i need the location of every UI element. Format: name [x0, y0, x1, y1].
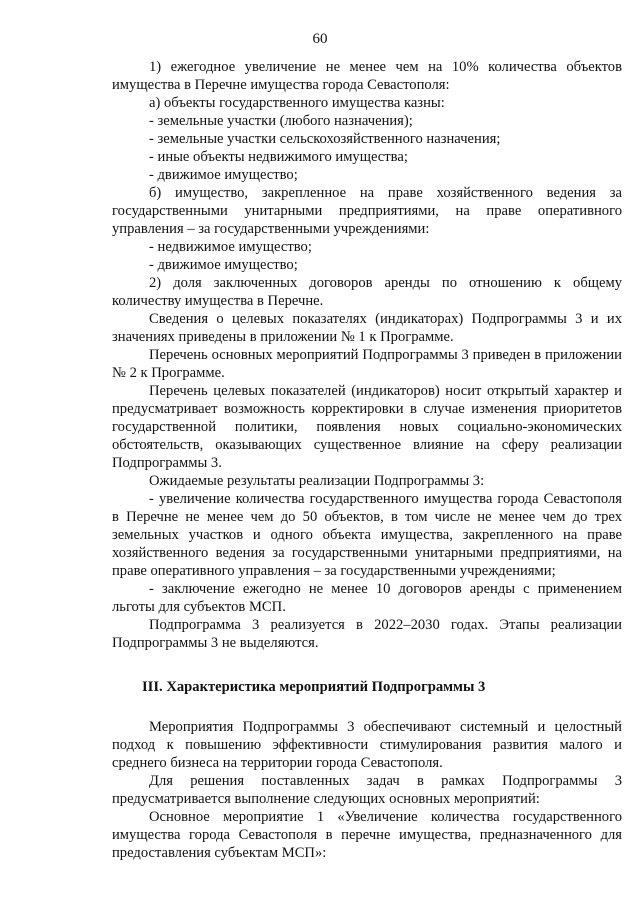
list-item: - заключение ежегодно не менее 10 договоров аренды с применением льготы для субъектов МСП.	[112, 581, 622, 615]
list-item: - земельные участки сельскохозяйственного назначения;	[149, 131, 501, 147]
paragraph: 2) доля заключенных договоров аренды по отношению к общему количеству имущества в Перечне.	[112, 275, 622, 309]
list-item: - движимое имущество;	[149, 257, 298, 273]
paragraph: Мероприятия Подпрограммы 3 обеспечивают системный и целостный подход к повышению эффективности стимулирования развития малого и среднего бизнеса на территории города Севастополя.	[112, 719, 622, 771]
list-item: а) объекты государственного имущества казны:	[149, 95, 445, 111]
paragraph: Подпрограмма 3 реализуется в 2022–2030 годах. Этапы реализации Подпрограммы 3 не выделяются.	[112, 617, 622, 651]
paragraph: Основное мероприятие 1 «Увеличение количества государственного имущества города Севастополя в перечне имущества, предназначенного для предоставления субъектам МСП»:	[112, 809, 622, 861]
paragraph: Сведения о целевых показателях (индикаторах) Подпрограммы 3 и их значениях приведены в приложении № 1 к Программе.	[112, 311, 622, 345]
list-item: - увеличение количества государственного имущества города Севастополя в Перечне не менее чем до 50 объектов, в том числе не менее чем до трех земельных участков и одного объекта имущества, закрепленного на праве хозяйственного ведения за государственными унитарными предприятиями, на праве оперативного управления – за государственными учреждениями;	[112, 491, 622, 579]
spacer	[112, 696, 622, 718]
paragraph: Для решения поставленных задач в рамках Подпрограммы 3 предусматривается выполнение следующих основных мероприятий:	[112, 773, 622, 807]
document-body	[112, 58, 622, 862]
section-title: III. Характеристика мероприятий Подпрограммы 3	[142, 679, 486, 695]
paragraph: Перечень основных мероприятий Подпрограммы 3 приведен в приложении № 2 к Программе.	[112, 347, 622, 381]
list-item: - земельные участки (любого назначения);	[149, 113, 413, 129]
page-number: 60	[312, 31, 328, 47]
paragraph: 1) ежегодное увеличение не менее чем на 10% количества объектов имущества в Перечне имущества города Севастополя:	[112, 59, 622, 93]
spacer	[112, 652, 622, 678]
list-item: - недвижимое имущество;	[149, 239, 312, 255]
paragraph: Ожидаемые результаты реализации Подпрограммы 3:	[149, 473, 485, 489]
paragraph: Перечень целевых показателей (индикаторов) носит открытый характер и предусматривает возможность корректировки в случае изменения приоритетов государственной политики, появления новых социально-экономических обстоятельств, оказывающих существенное влияние на сферу реализации Подпрограммы 3.	[112, 383, 622, 471]
list-item: - движимое имущество;	[149, 167, 298, 183]
list-item: - иные объекты недвижимого имущества;	[149, 149, 408, 165]
paragraph: б) имущество, закрепленное на праве хозяйственного ведения за государственными унитарными предприятиями, на праве оперативного управления – за государственными учреждениями:	[112, 185, 622, 237]
